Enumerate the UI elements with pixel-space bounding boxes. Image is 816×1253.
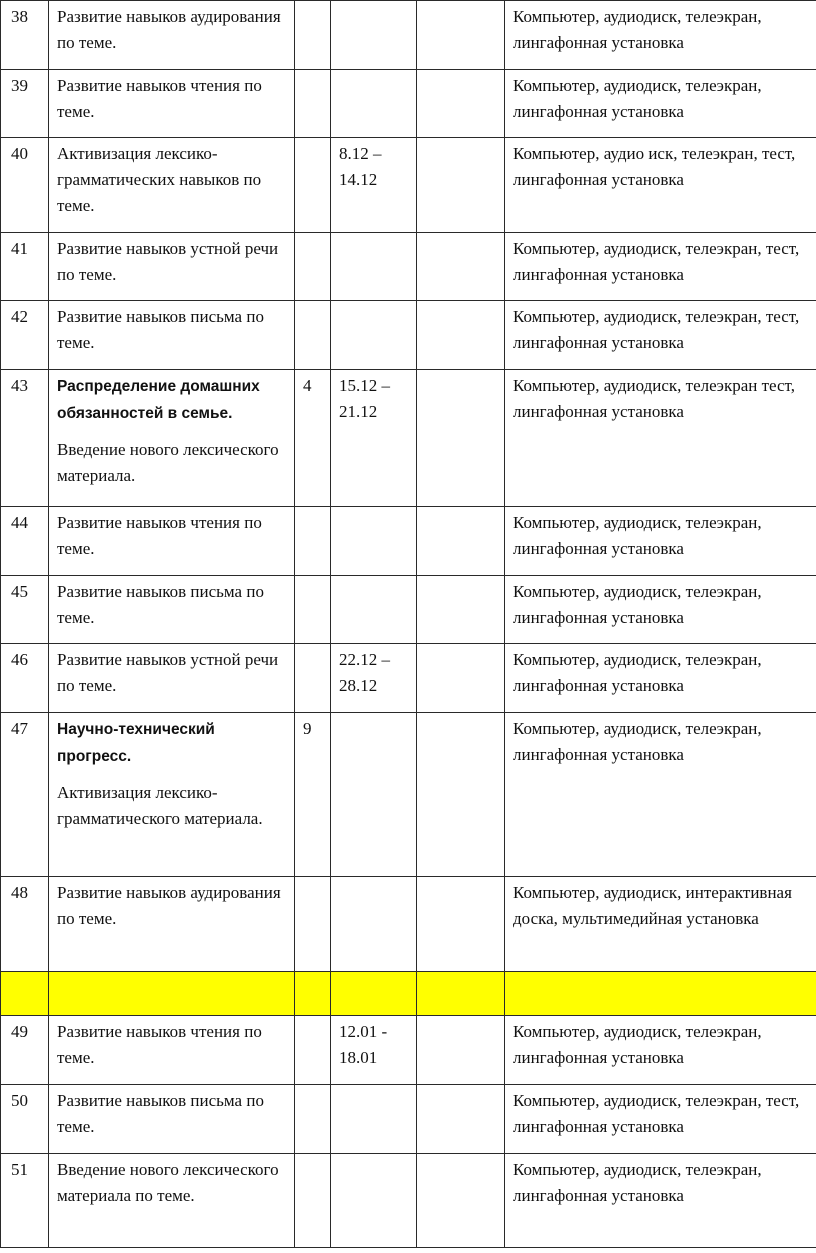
table-row	[1, 1154, 816, 1248]
lesson-topic-cell	[49, 507, 295, 576]
lesson-topic-text: Развитие навыков чтения по теме.	[57, 1022, 262, 1067]
hours-cell	[295, 70, 331, 138]
hours-cell: 4	[295, 370, 331, 507]
lesson-topic-cell	[49, 138, 295, 233]
lesson-topic-cell	[49, 644, 295, 713]
hours-cell	[295, 972, 331, 1016]
lesson-topic-cell	[49, 1085, 295, 1154]
lesson-topic-text: Развитие навыков чтения по теме.	[57, 76, 262, 121]
dates-cell	[331, 972, 417, 1016]
hours-cell	[295, 507, 331, 576]
lesson-topic-cell	[49, 233, 295, 301]
dates-cell	[331, 877, 417, 972]
equipment-cell: Компьютер, аудиодиск, телеэкран, лингафонная установка	[505, 1016, 816, 1085]
hours-cell	[295, 233, 331, 301]
lesson-topic-text: Активизация лексико-грамматических навыков по теме.	[57, 144, 262, 215]
lesson-number-cell: 47	[1, 713, 49, 877]
lesson-number-cell: 40	[1, 138, 49, 233]
lesson-topic-text: Развитие навыков письма по теме.	[57, 1091, 264, 1136]
title-spacer	[57, 770, 288, 780]
lesson-topic-cell	[49, 70, 295, 138]
lesson-number-cell: 44	[1, 507, 49, 576]
lesson-topic-cell	[49, 972, 295, 1016]
equipment-cell: Компьютер, аудиодиск, телеэкран, тест, лингафонная установка	[505, 233, 816, 301]
lesson-topic-text: Развитие навыков письма по теме.	[57, 582, 264, 627]
fact-date-cell	[417, 70, 505, 138]
fact-date-cell	[417, 1154, 505, 1248]
fact-date-cell	[417, 301, 505, 370]
fact-date-cell	[417, 138, 505, 233]
dates-cell	[331, 713, 417, 877]
table-row	[1, 233, 816, 301]
table-row	[1, 1, 816, 70]
equipment-cell: Компьютер, аудиодиск, телеэкран, лингафонная установка	[505, 70, 816, 138]
lesson-number-cell: 39	[1, 70, 49, 138]
lesson-topic-text: Введение нового лексического материала по теме.	[57, 1160, 279, 1205]
hours-cell	[295, 1016, 331, 1085]
equipment-cell: Компьютер, аудиодиск, телеэкран, тест, лингафонная установка	[505, 1085, 816, 1154]
title-spacer	[57, 427, 288, 437]
equipment-cell	[505, 972, 816, 1016]
fact-date-cell	[417, 1085, 505, 1154]
equipment-cell: Компьютер, аудиодиск, телеэкран тест, лингафонная установка	[505, 370, 816, 507]
fact-date-cell	[417, 1016, 505, 1085]
dates-cell	[331, 1, 417, 70]
equipment-cell: Компьютер, аудиодиск, телеэкран, тест, лингафонная установка	[505, 301, 816, 370]
lesson-number-cell: 41	[1, 233, 49, 301]
lesson-topic-cell	[49, 1016, 295, 1085]
lesson-topic-text: Введение нового лексического материала.	[57, 440, 279, 485]
table-row	[1, 370, 816, 507]
hours-cell	[295, 576, 331, 644]
fact-date-cell	[417, 576, 505, 644]
lesson-number-cell: 48	[1, 877, 49, 972]
lesson-number-cell: 43	[1, 370, 49, 507]
lesson-number-cell: 42	[1, 301, 49, 370]
lesson-topic-text: Развитие навыков письма по теме.	[57, 307, 264, 352]
dates-cell	[331, 1085, 417, 1154]
lesson-number-cell: 49	[1, 1016, 49, 1085]
dates-cell	[331, 1154, 417, 1248]
lesson-topic-cell	[49, 576, 295, 644]
fact-date-cell	[417, 972, 505, 1016]
dates-cell: 22.12 – 28.12	[331, 644, 417, 713]
table-row	[1, 301, 816, 370]
hours-cell	[295, 1154, 331, 1248]
table-row	[1, 70, 816, 138]
table-row	[1, 1085, 816, 1154]
dates-cell	[331, 576, 417, 644]
section-title: Распределение домашних обязанностей в семье.	[57, 378, 260, 422]
hours-cell	[295, 1085, 331, 1154]
lesson-topic-cell	[49, 1154, 295, 1248]
highlight-row	[1, 972, 816, 1016]
lesson-topic-cell	[49, 370, 295, 507]
table-row	[1, 644, 816, 713]
lesson-topic-text: Развитие навыков чтения по теме.	[57, 513, 262, 558]
lesson-topic-text: Развитие навыков устной речи по теме.	[57, 239, 279, 284]
hours-cell: 9	[295, 713, 331, 877]
equipment-cell: Компьютер, аудиодиск, телеэкран, лингафонная установка	[505, 1154, 816, 1248]
equipment-cell: Компьютер, аудиодиск, телеэкран, лингафонная установка	[505, 507, 816, 576]
lesson-number-cell: 38	[1, 1, 49, 70]
table-row	[1, 713, 816, 877]
table-row	[1, 877, 816, 972]
dates-cell: 8.12 – 14.12	[331, 138, 417, 233]
equipment-cell: Компьютер, аудиодиск, телеэкран, лингафонная установка	[505, 713, 816, 877]
dates-cell: 12.01 - 18.01	[331, 1016, 417, 1085]
table-row	[1, 576, 816, 644]
hours-cell	[295, 301, 331, 370]
fact-date-cell	[417, 713, 505, 877]
equipment-cell: Компьютер, аудиодиск, интерактивная доска, мультимедийная установка	[505, 877, 816, 972]
fact-date-cell	[417, 644, 505, 713]
dates-cell	[331, 507, 417, 576]
lesson-number-cell	[1, 972, 49, 1016]
hours-cell	[295, 1, 331, 70]
equipment-cell: Компьютер, аудиодиск, телеэкран, лингафонная установка	[505, 644, 816, 713]
equipment-cell: Компьютер, аудио иск, телеэкран, тест, лингафонная установка	[505, 138, 816, 233]
table-row	[1, 507, 816, 576]
fact-date-cell	[417, 370, 505, 507]
dates-cell	[331, 70, 417, 138]
hours-cell	[295, 138, 331, 233]
lesson-topic-text: Развитие навыков устной речи по теме.	[57, 650, 279, 695]
fact-date-cell	[417, 877, 505, 972]
table-row	[1, 138, 816, 233]
lesson-topic-text: Активизация лексико-грамматического материала.	[57, 783, 263, 828]
lesson-topic-text: Развитие навыков аудирования по теме.	[57, 883, 281, 928]
table-body	[1, 1, 816, 1248]
dates-cell	[331, 233, 417, 301]
fact-date-cell	[417, 507, 505, 576]
equipment-cell: Компьютер, аудиодиск, телеэкран, лингафонная установка	[505, 1, 816, 70]
lesson-number-cell: 50	[1, 1085, 49, 1154]
equipment-cell: Компьютер, аудиодиск, телеэкран, лингафонная установка	[505, 576, 816, 644]
lesson-topic-cell	[49, 713, 295, 877]
hours-cell	[295, 644, 331, 713]
section-title: Научно-технический прогресс.	[57, 721, 215, 765]
fact-date-cell	[417, 1, 505, 70]
table-row	[1, 1016, 816, 1085]
hours-cell	[295, 877, 331, 972]
fact-date-cell	[417, 233, 505, 301]
dates-cell: 15.12 – 21.12	[331, 370, 417, 507]
lesson-number-cell: 46	[1, 644, 49, 713]
lesson-topic-cell	[49, 301, 295, 370]
lesson-topic-cell	[49, 1, 295, 70]
lesson-number-cell: 51	[1, 1154, 49, 1248]
lesson-number-cell: 45	[1, 576, 49, 644]
lesson-topic-text: Развитие навыков аудирования по теме.	[57, 7, 281, 52]
lesson-topic-cell	[49, 877, 295, 972]
dates-cell	[331, 301, 417, 370]
